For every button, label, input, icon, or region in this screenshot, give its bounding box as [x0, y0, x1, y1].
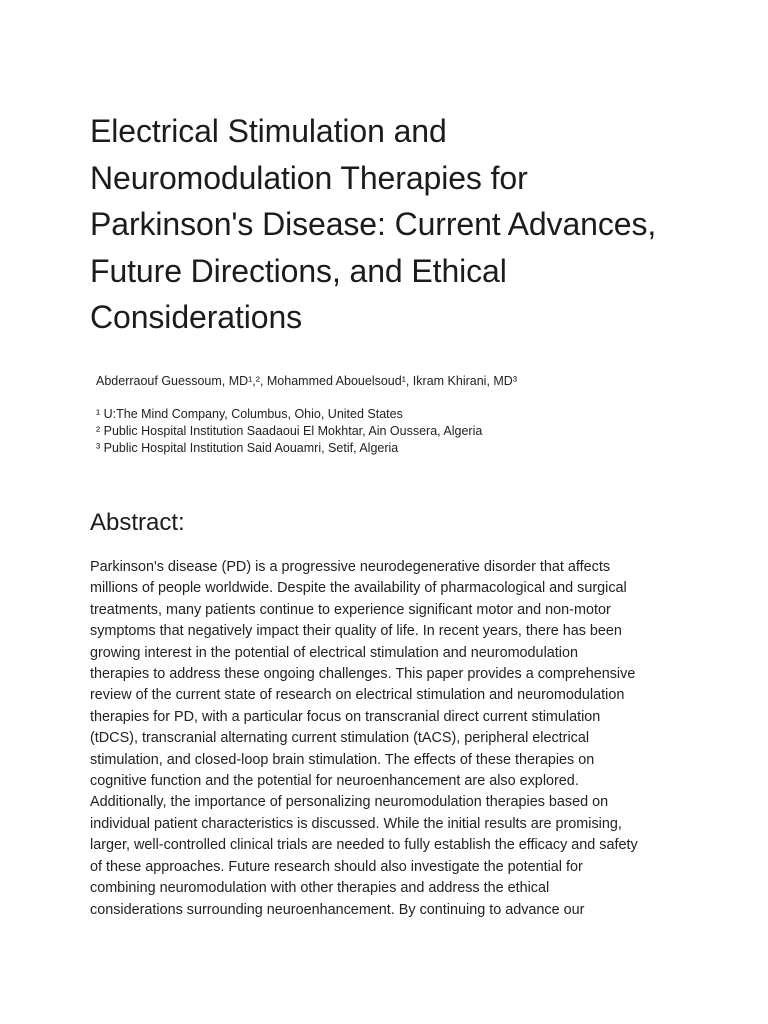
affiliation-item: ² Public Hospital Institution Saadaoui El Mokhtar, Ain Oussera, Algeria [96, 424, 483, 438]
affiliation-item: ³ Public Hospital Institution Said Aouamri, Setif, Algeria [96, 441, 399, 455]
abstract-line: of these approaches. Future research should also investigate the potential for [90, 858, 583, 875]
affiliation-list [96, 406, 716, 457]
abstract-line: growing interest in the potential of electrical stimulation and neuromodulation [90, 644, 578, 661]
abstract-line: review of the current state of research on electrical stimulation and neuromodulation [90, 687, 625, 704]
title-line: Neuromodulation Therapies for [90, 159, 528, 196]
title-line: Considerations [90, 299, 303, 335]
abstract-line: considerations surrounding neuroenhancement. By continuing to advance our [90, 901, 585, 918]
abstract-line: therapies for PD, with a particular focus on transcranial direct current stimulation [90, 708, 601, 725]
paper-title [90, 108, 690, 341]
abstract-line: symptoms that negatively impact their quality of life. In recent years, there has been [90, 623, 622, 640]
abstract-line: stimulation, and closed-loop brain stimulation. The effects of these therapies on [90, 751, 595, 768]
abstract-heading: Abstract: [90, 509, 185, 536]
title-line: Future Directions, and Ethical [90, 252, 507, 289]
abstract-line: cognitive function and the potential for neuroenhancement are also explored. [90, 773, 579, 790]
abstract-line: Additionally, the importance of personalizing neuromodulation therapies based on [90, 794, 609, 811]
abstract-line: larger, well-controlled clinical trials are needed to fully establish the efficacy and safety [90, 837, 638, 854]
abstract-line: millions of people worldwide. Despite the availability of pharmacological and surgical [90, 580, 627, 597]
title-line: Parkinson's Disease: Current Advances, [90, 206, 657, 242]
affiliation-item: ¹ U:The Mind Company, Columbus, Ohio, United States [96, 407, 403, 421]
abstract-line: (tDCS), transcranial alternating current stimulation (tACS), peripheral electrical [90, 730, 590, 747]
abstract-line: Parkinson's disease (PD) is a progressive neurodegenerative disorder that affects [90, 559, 611, 575]
author-list: Abderraouf Guessoum, MD¹,², Mohammed Abouelsoud¹, Ikram Khirani, MD³ [96, 374, 517, 388]
abstract-line: treatments, many patients continue to experience significant motor and non-motor [90, 601, 611, 618]
abstract-line: combining neuromodulation with other therapies and address the ethical [90, 880, 550, 897]
abstract-line: therapies to address these ongoing challenges. This paper provides a comprehensive [90, 666, 636, 683]
abstract-line: individual patient characteristics is discussed. While the initial results are promising, [90, 815, 622, 832]
title-line: Electrical Stimulation and [90, 113, 447, 149]
abstract-body [90, 557, 682, 921]
